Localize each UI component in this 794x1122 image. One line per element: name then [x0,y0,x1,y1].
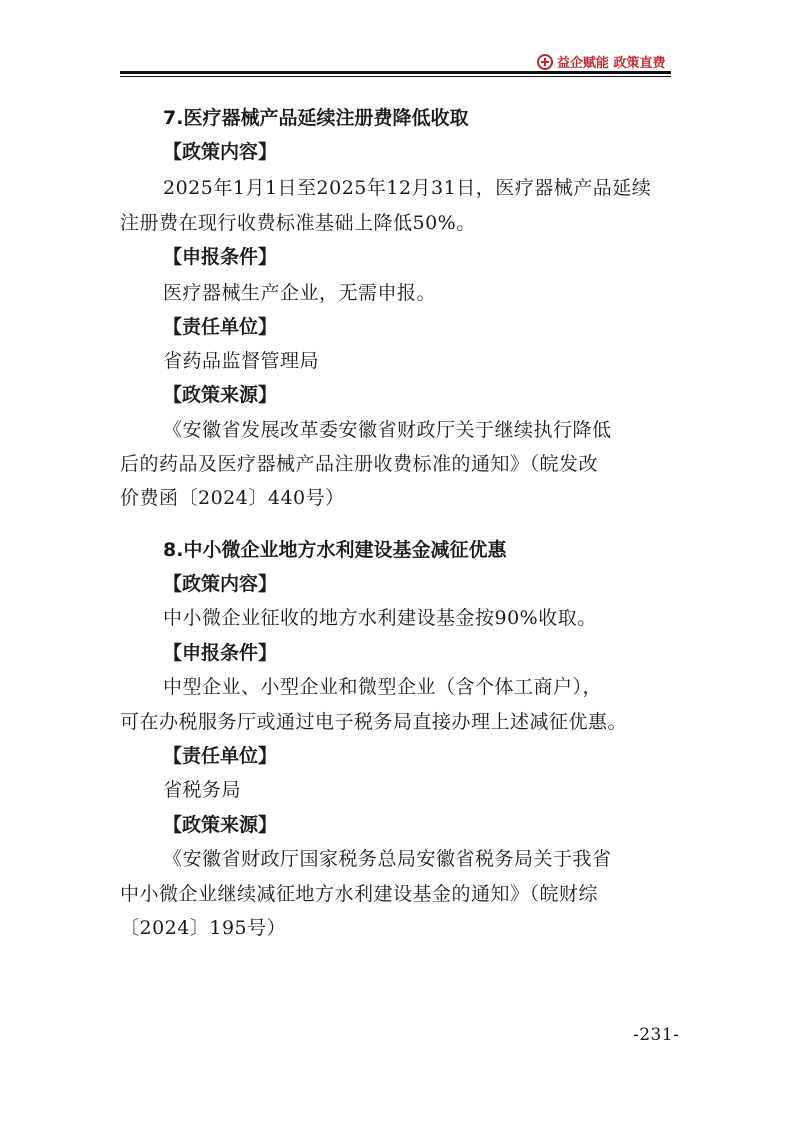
logo-icon [537,54,553,70]
policy-content-line: 2025年1月1日至2025年12月31日，医疗器械产品延续 [163,177,652,199]
policy-content-line: 中小微企业征收的地方水利建设基金按90%收取。 [163,607,597,629]
policy-content-line: 注册费在现行收费标准基础上降低50%。 [120,212,476,234]
header-logo [537,52,666,71]
application-line: 可在办税服务厅或通过电子税务局直接办理上述减征优惠。 [120,711,628,733]
source-label: 【政策来源】 [163,384,278,406]
policy-content-label: 【政策内容】 [163,573,278,595]
section-title: 7.医疗器械产品延续注册费降低收取 [163,107,469,129]
application-label: 【申报条件】 [163,642,278,664]
policy-content-label: 【政策内容】 [163,141,278,163]
source-line: 〔2024〕195号） [120,917,287,939]
header-rule [120,71,671,74]
source-line: 《安徽省财政厅国家税务总局安徽省税务局关于我省 [163,848,612,870]
source-line: 价费函〔2024〕440号） [120,487,345,509]
source-line: 后的药品及医疗器械产品注册收费标准的通知》（皖发改 [120,453,599,475]
application-line: 医疗器械生产企业，无需申报。 [163,282,437,304]
responsible-label: 【责任单位】 [163,745,278,767]
responsible-label: 【责任单位】 [163,316,278,338]
source-line: 中小微企业继续减征地方水利建设基金的通知》（皖财综 [120,883,599,905]
responsible-unit: 省药品监督管理局 [163,350,320,372]
application-line: 中型企业、小型企业和微型企业（含个体工商户）， [163,676,603,698]
application-label: 【申报条件】 [163,246,278,268]
responsible-unit: 省税务局 [163,779,242,801]
page-number: -231- [633,1025,680,1045]
header-logo-text: 益企赋能 政策直费 [557,56,666,71]
source-label: 【政策来源】 [163,814,278,836]
source-line: 《安徽省发展改革委安徽省财政厅关于继续执行降低 [163,419,612,441]
header-rule-thin [120,76,671,77]
section-title: 8.中小微企业地方水利建设基金减征优惠 [163,539,507,561]
